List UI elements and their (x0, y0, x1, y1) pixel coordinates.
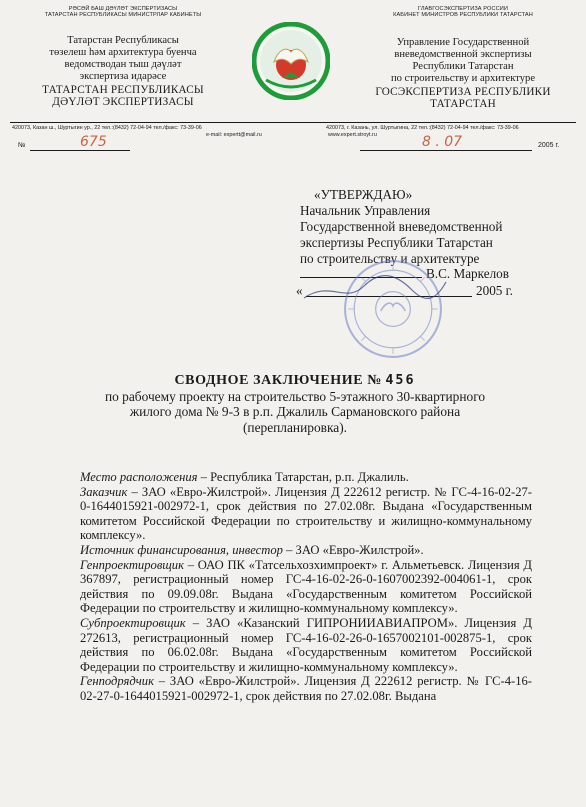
title-heading: СВОДНОЕ ЗАКЛЮЧЕНИЕ № (174, 373, 382, 388)
title-line-2: по рабочему проекту на строительство 5-этажного 30-квартирного (104, 388, 486, 404)
approval-year: 2005 г. (476, 283, 513, 298)
header-right-org-3: Республики Татарстан (412, 61, 514, 73)
email-address: e-mail: expertt@mail.ru (206, 132, 262, 138)
paragraph-text: – ЗАО «Казанский ГИПРОНИИАВИАПРОМ». Лицензия Д 272613, регистрационный номер ГС-4-16-02-26-0-1657002101-002875-1, срок действия по 06.02.08г. Выдана «Государственным комитетом Российской Федерации по строительству и жилищно-коммунальному комплексу». (80, 615, 532, 674)
header-left (14, 6, 232, 109)
paragraph-label: Заказчик (80, 484, 128, 499)
title-line-3: жилого дома № 9-3 в р.п. Джалиль Сармановского района (129, 404, 461, 419)
title-line-4: (перепланировка). (242, 419, 348, 435)
approval-block (300, 187, 560, 267)
body-paragraph (80, 485, 532, 543)
paragraph-text: – ЗАО «Евро-Жилстрой». Лицензия Д 222612 регистр. № ГС-4-16-02-27-0-1644015921-002972-1, срок действия по 27.02.08г. Выдана (80, 674, 532, 703)
header-left-org-4: экспертиза идарәсе (79, 71, 167, 83)
body-paragraph (80, 616, 532, 674)
paragraph-label: Источник финансирования, инвестор (80, 542, 283, 557)
paragraph-text: – ЗАО «Евро-Жилстрой». Лицензия Д 222612 регистр. № ГС-4-16-02-27-0-1644015921-002972-1, срок действия по 27.02.08г. Выдана «Государственным комитетом Российской Федерации по строительству и жилищно-коммунальному комплексу». (80, 484, 532, 543)
header-left-org-1: Татарстан Республикасы (67, 34, 179, 46)
approval-line-4: экспертизы Республики Татарстан (300, 235, 493, 250)
header-left-org-5: ТАТАРСТАН РЕСПУБЛИКАСЫ (42, 83, 204, 96)
header-right-org-1: Управление Государственной (396, 36, 530, 48)
header-right-org-6: ТАТАРСТАН (430, 98, 496, 111)
approval-line-3: Государственной вневедомственной (300, 219, 503, 234)
approval-line-5: по строительству и архитектуре (300, 251, 480, 266)
paragraph-label: Генподрядчик (80, 674, 154, 689)
ref-year: 2005 г. (538, 142, 560, 149)
header-left-org-3: ведомстводан тыш дәүләт (64, 59, 182, 71)
header-left-org-6: ДӘҮЛӘТ ЭКСПЕРТИЗАСЫ (52, 96, 194, 109)
document-title (60, 372, 530, 435)
ref-number-line (30, 150, 130, 151)
body-paragraph (80, 674, 532, 703)
ref-number-prefix: № (18, 142, 26, 149)
website-address: www.expert.stroyt.ru (328, 132, 377, 138)
address-right: 420073, г. Казань, ул. Шуртыгина, 22 тел.:(8432) 72-04-94 тел./факс: 73-39-06 (326, 125, 519, 131)
header-left-small-1: РӘСӘЙ БАШ ДӘҮЛӘТ ЭКСПЕРТИЗАСЫ (68, 6, 178, 12)
document-body (80, 470, 532, 704)
body-paragraph (80, 543, 532, 558)
paragraph-label: Генпроектировщик (80, 557, 184, 572)
paragraph-text: – ЗАО «Евро-Жилстрой». (282, 542, 424, 557)
header-right-org-5: ГОСЭКСПЕРТИЗА РЕСПУБЛИКИ (375, 85, 551, 98)
tatarstan-emblem-icon (252, 22, 330, 100)
ref-number-handwritten: 675 (80, 134, 107, 150)
title-number: 456 (385, 373, 416, 388)
header-right (352, 6, 574, 111)
header-divider (10, 122, 576, 123)
signature-scribble-icon (300, 270, 450, 310)
approval-date-open: « (296, 283, 303, 298)
header-right-small-2: КАБИНЕТ МИНИСТРОВ РЕСПУБЛИКИ ТАТАРСТАН (393, 12, 533, 19)
header-left-small-2: ТАТАРСТАН РЕСПУБЛИКАСЫ МИНИСТРЛАР КАБИНЕТЫ (44, 12, 202, 19)
ref-date-handwritten: 8 . 07 (422, 134, 463, 150)
paragraph-text: – ОАО ПК «Татсельхозхимпроект» г. Альметьевск. Лицензия Д 367897, регистрационный номер ГС-4-16-02-26-0-1607002392-004061-1, срок действия по 09.09.08г. Выдана «Государственным комитетом Российской Федерации по строительству и жилищно-коммунальному комплексу». (80, 557, 532, 616)
header-right-org-4: по строительству и архитектуре (390, 73, 536, 85)
paragraph-text: – Республика Татарстан, р.п. Джалиль. (197, 470, 409, 484)
paragraph-label: Место расположения (80, 470, 198, 484)
address-left: 420073, Казан ш., Шуртыгин ур., 22 тел.:(8432) 72-04-94 тел./факс: 73-39-06 (12, 125, 202, 131)
body-paragraph (80, 558, 532, 616)
header-right-org-2: вневедомственной экспертизы (394, 49, 532, 61)
body-paragraph (80, 470, 532, 485)
approval-signatory: В.С. Маркелов (426, 266, 509, 281)
header-left-org-2: төзелеш һәм архитектура буенча (49, 47, 197, 59)
header-right-small-1: ГЛАВГОСЭКСПЕРТИЗА РОССИИ (418, 6, 508, 12)
paragraph-label: Субпроектировщик (80, 615, 186, 630)
approval-heading: «УТВЕРЖДАЮ» (314, 187, 413, 202)
approval-line-2: Начальник Управления (300, 203, 431, 218)
ref-date-line (360, 150, 532, 151)
